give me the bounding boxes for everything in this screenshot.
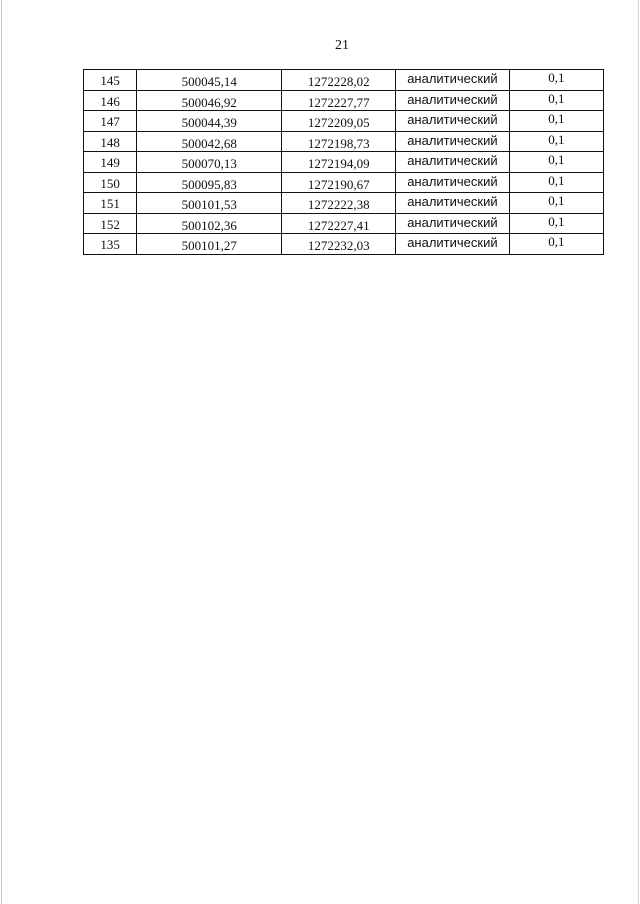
method-cell: аналитический (396, 70, 510, 91)
point-number-cell: 145 (84, 70, 137, 91)
method-cell: аналитический (396, 172, 510, 193)
y-coordinate-cell: 1272228,02 (282, 70, 396, 91)
table-row (84, 193, 604, 214)
point-number-cell: 150 (84, 172, 137, 193)
x-coordinate-cell: 500045,14 (137, 70, 282, 91)
method-cell: аналитический (396, 193, 510, 214)
point-number-cell: 148 (84, 131, 137, 152)
y-coordinate-cell: 1272227,77 (282, 90, 396, 111)
accuracy-cell: 0,1 (509, 152, 603, 173)
table-row (84, 234, 604, 255)
x-coordinate-cell: 500070,13 (137, 152, 282, 173)
table-row (84, 111, 604, 132)
table-row (84, 131, 604, 152)
accuracy-cell: 0,1 (509, 193, 603, 214)
x-coordinate-cell: 500042,68 (137, 131, 282, 152)
y-coordinate-cell: 1272232,03 (282, 234, 396, 255)
y-coordinate-cell: 1272190,67 (282, 172, 396, 193)
point-number-cell: 152 (84, 213, 137, 234)
point-number-cell: 146 (84, 90, 137, 111)
table-row (84, 213, 604, 234)
point-number-cell: 151 (84, 193, 137, 214)
x-coordinate-cell: 500044,39 (137, 111, 282, 132)
method-cell: аналитический (396, 90, 510, 111)
point-number-cell: 147 (84, 111, 137, 132)
accuracy-cell: 0,1 (509, 131, 603, 152)
accuracy-cell: 0,1 (509, 234, 603, 255)
point-number-cell: 149 (84, 152, 137, 173)
x-coordinate-cell: 500101,27 (137, 234, 282, 255)
page-edge-left (1, 0, 2, 904)
accuracy-cell: 0,1 (509, 172, 603, 193)
x-coordinate-cell: 500102,36 (137, 213, 282, 234)
x-coordinate-cell: 500101,53 (137, 193, 282, 214)
y-coordinate-cell: 1272222,38 (282, 193, 396, 214)
y-coordinate-cell: 1272209,05 (282, 111, 396, 132)
x-coordinate-cell: 500046,92 (137, 90, 282, 111)
method-cell: аналитический (396, 152, 510, 173)
point-number-cell: 135 (84, 234, 137, 255)
method-cell: аналитический (396, 131, 510, 152)
table-row (84, 90, 604, 111)
accuracy-cell: 0,1 (509, 213, 603, 234)
method-cell: аналитический (396, 213, 510, 234)
x-coordinate-cell: 500095,83 (137, 172, 282, 193)
page-edge-right (638, 0, 639, 904)
accuracy-cell: 0,1 (509, 90, 603, 111)
y-coordinate-cell: 1272194,09 (282, 152, 396, 173)
method-cell: аналитический (396, 234, 510, 255)
table-row (84, 70, 604, 91)
table-row (84, 172, 604, 193)
method-cell: аналитический (396, 111, 510, 132)
accuracy-cell: 0,1 (509, 70, 603, 91)
y-coordinate-cell: 1272198,73 (282, 131, 396, 152)
page-number: 21 (335, 38, 349, 53)
coordinates-table (83, 69, 604, 255)
table-row (84, 152, 604, 173)
accuracy-cell: 0,1 (509, 111, 603, 132)
y-coordinate-cell: 1272227,41 (282, 213, 396, 234)
